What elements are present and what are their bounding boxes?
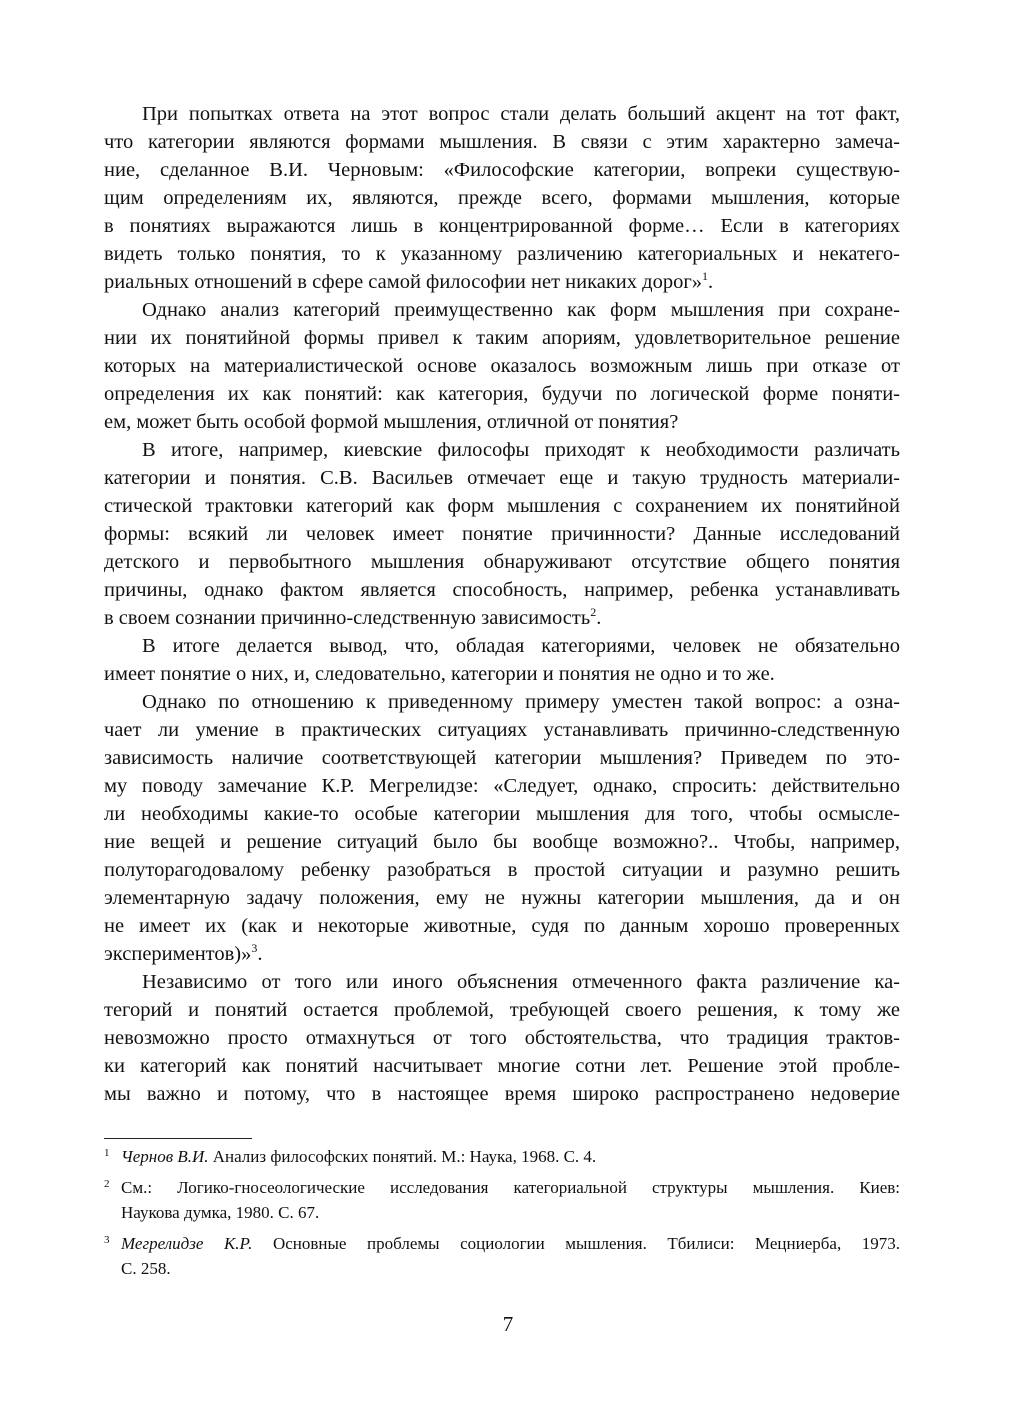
paragraph (104, 296, 900, 436)
text-line: зависимость наличие соответствующей категории мышления? Приведем по это- (104, 747, 900, 769)
text-line: стической трактовки категорий как форм мышления с сохранением их понятийной (104, 495, 900, 517)
sentence-end: . (707, 271, 714, 293)
text-line: определения их как понятий: как категория, будучи по логической форме поняти- (104, 383, 900, 405)
footnote-line (121, 1200, 900, 1225)
footnote-text: Анализ философских понятий. М.: Наука, 1968. С. 4. (212, 1147, 597, 1166)
text-line: категории и понятия. С.В. Васильев отмечает еще и такую трудность материали- (104, 467, 900, 489)
text-line: ли необходимы какие-то особые категории мышления для того, чтобы осмысле- (104, 803, 900, 825)
text-line: формы: всякий ли человек имеет понятие причинности? Данные исследований (104, 523, 900, 545)
footnote-text: Наукова думка, 1980. С. 67. (121, 1203, 320, 1222)
footnote-line (121, 1144, 900, 1169)
paragraph (104, 688, 900, 968)
footnote-ref: 3 (251, 941, 258, 955)
body-text (104, 100, 900, 1108)
text-line: детского и первобытного мышления обнаруживают отсутствие общего понятия (104, 551, 900, 573)
text-line: Однако по отношению к приведенному примеру уместен такой вопрос: а озна- (142, 691, 900, 713)
paragraph (104, 436, 900, 632)
text-line: Независимо от того или иного объяснения отмеченного факта различение ка- (142, 971, 900, 993)
text-line: что категории являются формами мышления. В связи с этим характерно замеча- (104, 131, 900, 153)
text-line: В итоге делается вывод, что, обладая категориями, человек не обязательно (142, 635, 900, 657)
text-line: причины, однако фактом является способность, например, ребенка устанавливать (104, 579, 900, 601)
footnote-line (121, 1256, 900, 1281)
text-line: ние, сделанное В.И. Черновым: «Философские категории, вопреки существую- (104, 159, 900, 181)
text-line: полуторагодовалому ребенку разобраться в простой ситуации и разумно решить (104, 859, 900, 881)
paragraph (104, 100, 900, 296)
footnote-line (121, 1175, 900, 1200)
footnote-author: Чернов В.И. (121, 1147, 209, 1166)
text-line: в понятиях выражаются лишь в концентрированной форме… Если в категориях (104, 215, 900, 237)
footnote-author: Мегрелидзе К.Р. (121, 1234, 253, 1253)
footnote-separator (104, 1138, 252, 1139)
page-number: 7 (502, 1312, 514, 1336)
text-line: которых на материалистической основе оказалось возможным лишь при отказе от (104, 355, 900, 377)
sentence-end: . (257, 943, 263, 965)
text-line: видеть только понятия, то к указанному различению категориальных и некатего- (104, 243, 900, 265)
text-line: ние вещей и решение ситуаций было бы вообще возможно?.. Чтобы, например, (104, 831, 900, 853)
footnote (104, 1144, 900, 1169)
text-line: имеет понятие о них, и, следовательно, категории и понятия не одно и то же. (104, 663, 775, 685)
footnote-number: 1 (104, 1147, 110, 1159)
text-line: тегорий и понятий остается проблемой, требующей своего решения, к тому же (104, 999, 900, 1021)
paragraph (104, 632, 900, 688)
text-line: ем, может быть особой формой мышления, отличной от понятия? (104, 411, 679, 433)
text-line: му поводу замечание К.Р. Мегрелидзе: «Следует, однако, спросить: действительно (104, 775, 900, 797)
text-line: При попытках ответа на этот вопрос стали делать больший акцент на тот факт, (142, 103, 900, 125)
footnote-number: 2 (104, 1178, 110, 1190)
text-line: чает ли умение в практических ситуациях устанавливать причинно-следственную (104, 719, 900, 741)
sentence-end: . (596, 607, 602, 629)
text-line: щим определениям их, являются, прежде всего, формами мышления, которые (104, 187, 900, 209)
text-line: невозможно просто отмахнуться от того обстоятельства, что традиция трактов- (104, 1027, 900, 1049)
footnote (104, 1231, 900, 1281)
footnote-text: См.: Логико-гносеологические исследования категориальной структуры мышления. Киев: (121, 1178, 900, 1197)
footnote (104, 1175, 900, 1225)
footnote-number: 3 (104, 1234, 110, 1246)
text-line: риальных отношений в сфере самой философии нет никаких дорог»$^1$. (104, 269, 714, 293)
text-line: элементарную задачу положения, ему не нужны категории мышления, да и он (104, 887, 900, 909)
text-line: экспериментов)»$^3$. (104, 941, 263, 965)
text-line: нии их понятийной формы привел к таким апориям, удовлетворительное решение (104, 327, 900, 349)
text-line: мы важно и потому, что в настоящее время широко распространено недоверие (104, 1083, 900, 1105)
paragraph (104, 968, 900, 1108)
footnote-ref: 1 (701, 269, 708, 283)
footnote-ref: 2 (590, 605, 597, 619)
footnote-line (121, 1231, 900, 1256)
text-line: Однако анализ категорий преимущественно как форм мышления при сохране- (142, 299, 900, 321)
text-line: не имеет их (как и некоторые животные, судя по данным хорошо проверенных (104, 915, 900, 937)
text-line: ки категорий как понятий насчитывает многие сотни лет. Решение этой пробле- (104, 1055, 900, 1077)
footnote-text: С. 258. (121, 1259, 171, 1278)
footnote-text: Основные проблемы социологии мышления. Тбилиси: Мецниерба, 1973. (272, 1234, 901, 1253)
footnotes (104, 1144, 900, 1287)
text-line: в своем сознании причинно-следственную зависимость$^2$. (104, 605, 602, 629)
text-line: В итоге, например, киевские философы приходят к необходимости различать (142, 439, 900, 461)
